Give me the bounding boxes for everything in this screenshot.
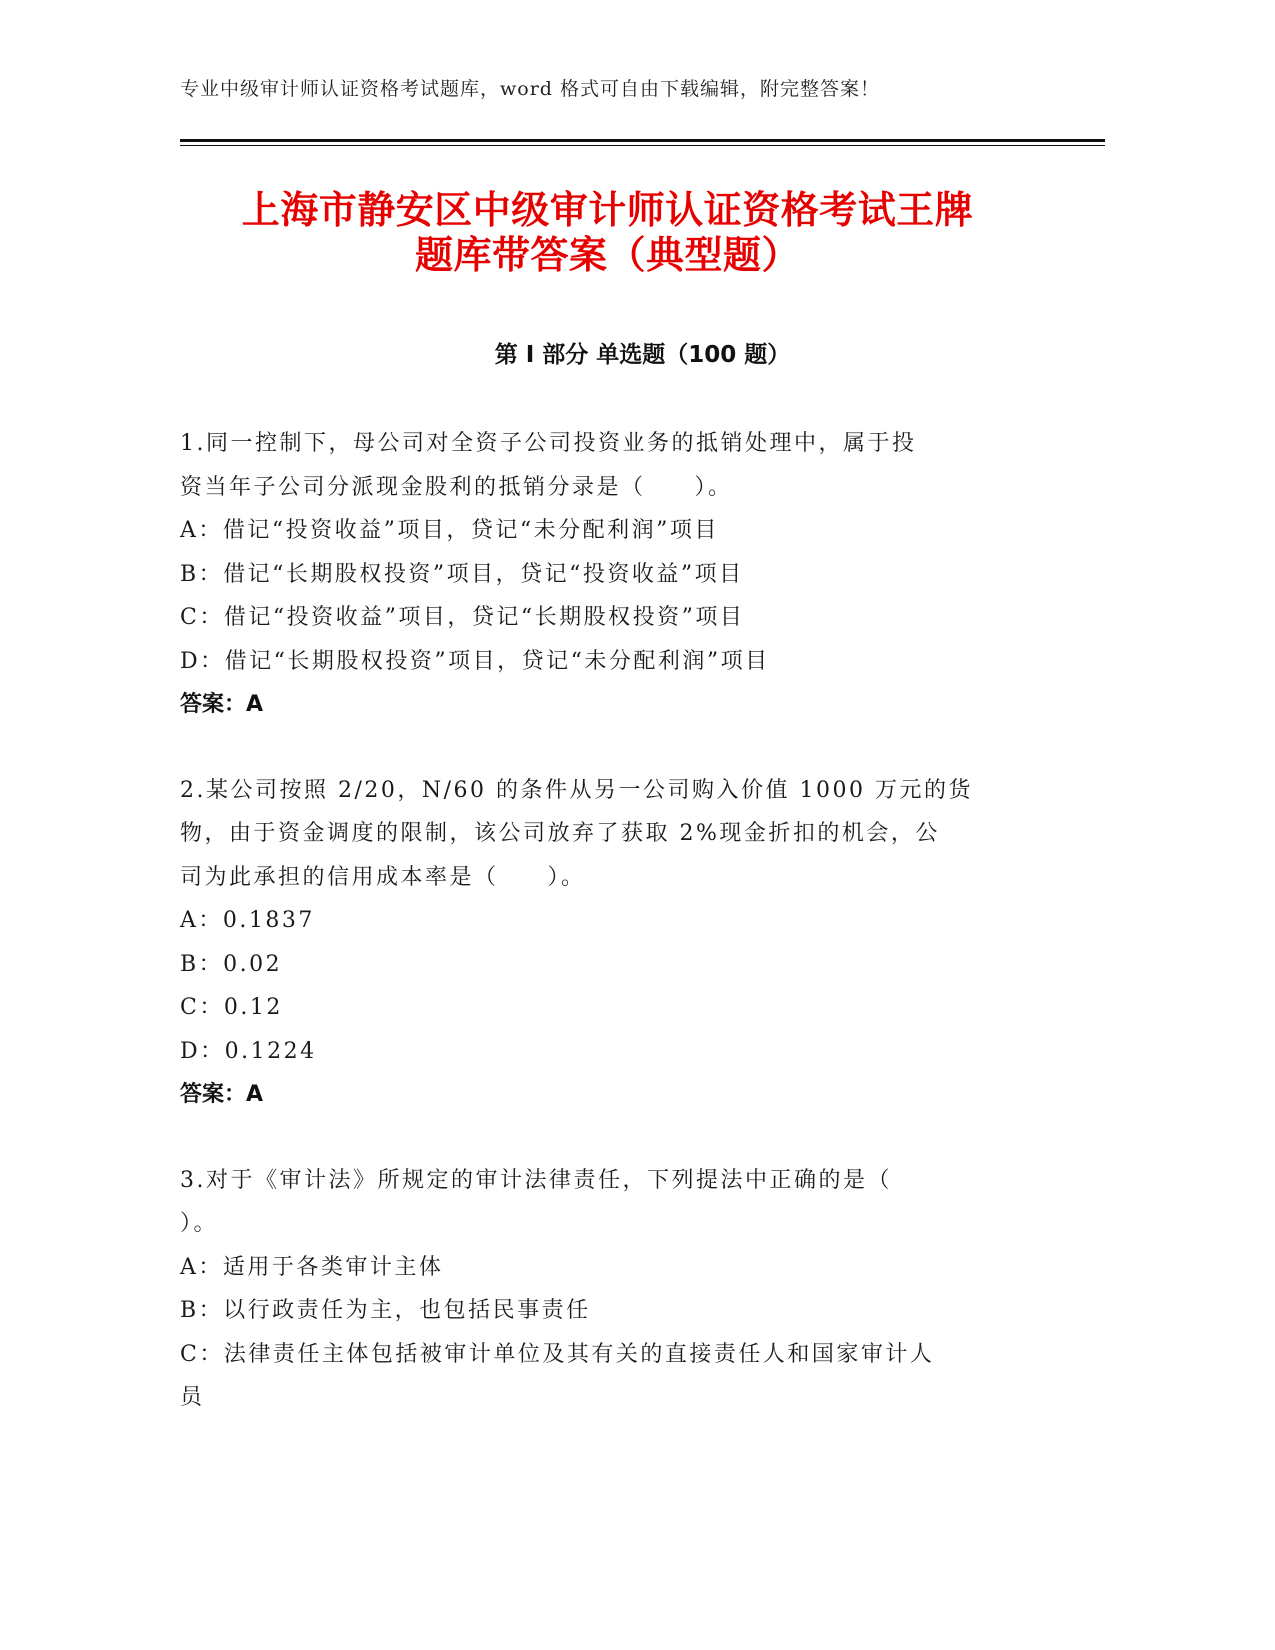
question-1 [180, 422, 1030, 727]
question-stem-line: 资当年子公司分派现金股利的抵销分录是（ ）。 [180, 474, 733, 500]
option-b: B：借记“长期股权投资”项目，贷记“投资收益”项目 [180, 561, 744, 587]
document-title-line-1: 上海市静安区中级审计师认证资格考试王牌 [241, 188, 974, 232]
option-b: B：0.02 [180, 951, 283, 977]
answer-label: 答案：A [180, 692, 264, 717]
option-d: D：借记“长期股权投资”项目，贷记“未分配利润”项目 [180, 648, 770, 674]
question-3 [180, 1159, 1030, 1420]
section-title: 第 I 部分 单选题（100 题） [494, 342, 791, 368]
question-stem-line: 司为此承担的信用成本率是（ ）。 [180, 864, 586, 890]
question-stem-line: 物，由于资金调度的限制，该公司放弃了获取 2%现金折扣的机会，公 [180, 821, 940, 846]
option-a: A：借记“投资收益”项目，贷记“未分配利润”项目 [180, 518, 719, 543]
document-title-line-2: 题库带答案（典型题） [414, 233, 800, 277]
document-title [150, 188, 1065, 278]
option-c: C：借记“投资收益”项目，贷记“长期股权投资”项目 [180, 605, 745, 630]
option-b: B：以行政责任为主，也包括民事责任 [180, 1298, 591, 1323]
header-rule-thin [180, 145, 1105, 146]
option-c: C：0.12 [180, 995, 283, 1020]
question-stem-line: ）。 [180, 1211, 219, 1236]
header-rule-thick [180, 139, 1105, 142]
question-list [180, 422, 1030, 1462]
question-2 [180, 769, 1030, 1117]
option-a: A：0.1837 [180, 908, 315, 933]
option-c-continued: 员 [180, 1385, 205, 1410]
question-stem-line: 2.某公司按照 2/20，N/60 的条件从另一公司购入价值 1000 万元的货 [180, 777, 974, 803]
option-d: D：0.1224 [180, 1038, 317, 1064]
page-header: 专业中级审计师认证资格考试题库，word 格式可自由下载编辑，附完整答案！ [180, 78, 880, 100]
question-stem-line: 1.同一控制下，母公司对全资子公司投资业务的抵销处理中，属于投 [180, 431, 917, 456]
option-c: C：法律责任主体包括被审计单位及其有关的直接责任人和国家审计人 [180, 1341, 935, 1367]
question-stem-line: 3.对于《审计法》所规定的审计法律责任，下列提法中正确的是（ [180, 1167, 892, 1193]
option-a: A：适用于各类审计主体 [180, 1254, 444, 1280]
answer-label: 答案：A [180, 1082, 264, 1107]
